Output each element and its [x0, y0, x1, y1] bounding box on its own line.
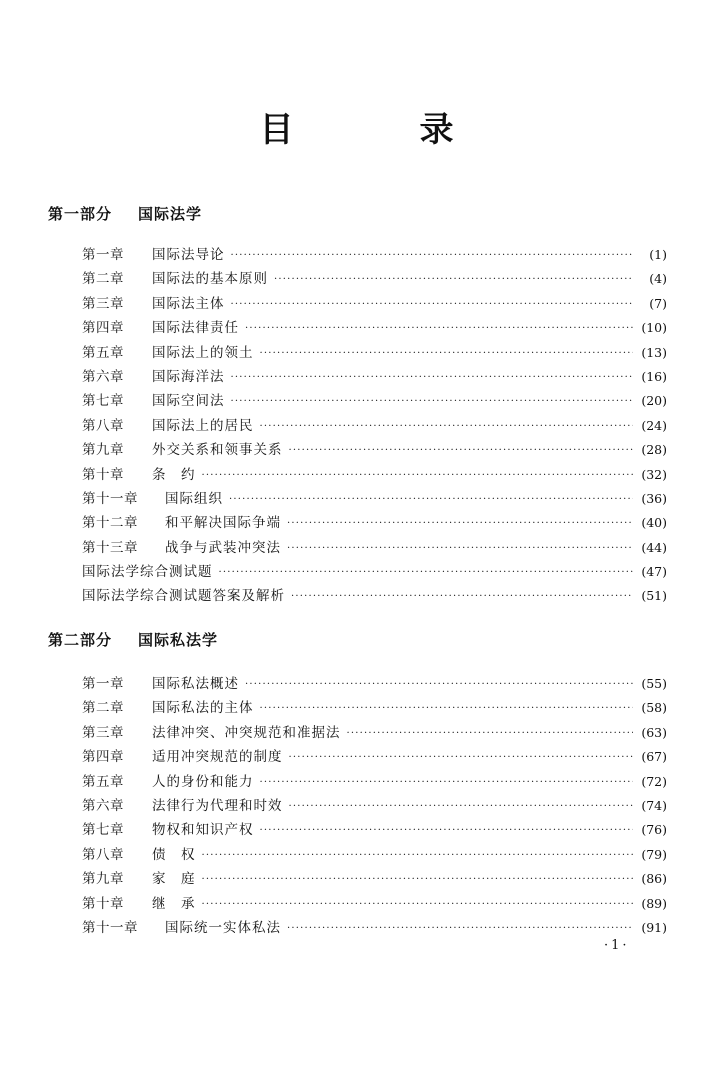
dot-leader — [274, 268, 633, 292]
page-number: ·1· — [604, 938, 630, 953]
toc-entry[interactable] — [82, 818, 667, 842]
chapter-number: 第十一章 — [82, 490, 138, 507]
page-ref: (28) — [641, 442, 667, 458]
part-heading-2 — [48, 629, 218, 650]
toc-list-part1 — [82, 243, 667, 609]
chapter-title: 国际海洋法 — [152, 368, 225, 385]
chapter-title: 国际法学综合测试题答案及解析 — [82, 588, 285, 605]
page-ref: (55) — [641, 676, 667, 691]
dot-leader — [231, 366, 634, 390]
chapter-title: 国际组织 — [165, 490, 223, 507]
dot-leader — [260, 342, 634, 366]
toc-entry[interactable] — [82, 867, 667, 891]
chapter-number: 第十章 — [82, 466, 124, 483]
dot-leader — [347, 722, 634, 746]
dot-leader — [202, 868, 634, 892]
chapter-title: 和平解决国际争端 — [165, 515, 281, 532]
chapter-number: 第六章 — [82, 368, 124, 385]
page-ref: (44) — [641, 539, 667, 555]
page-ref: (24) — [641, 417, 667, 433]
dot-leader — [202, 844, 634, 868]
chapter-title: 适用冲突规范的制度 — [152, 749, 283, 766]
chapter-number: 第六章 — [82, 797, 124, 814]
chapter-title: 国际法上的居民 — [152, 417, 254, 434]
chapter-number: 第九章 — [82, 871, 124, 888]
toc-entry[interactable] — [82, 892, 667, 916]
chapter-title: 国际法上的领土 — [152, 344, 254, 361]
toc-entry[interactable] — [82, 536, 667, 560]
chapter-number: 第八章 — [82, 846, 124, 863]
dot-leader — [287, 917, 633, 941]
toc-entry[interactable] — [82, 267, 667, 291]
toc-entry[interactable] — [82, 316, 667, 340]
page-ref: (7) — [649, 295, 667, 311]
page-ref: (47) — [641, 564, 667, 580]
toc-entry[interactable] — [82, 365, 667, 389]
page-ref: (40) — [641, 515, 667, 531]
page-ref: (63) — [641, 724, 667, 740]
dot-leader — [245, 317, 633, 341]
chapter-number: 第七章 — [82, 393, 124, 410]
part-name: 国际法学 — [138, 205, 203, 223]
toc-entry[interactable] — [82, 511, 667, 535]
toc-entry[interactable] — [82, 292, 667, 316]
page-ref: (20) — [641, 393, 667, 409]
page-ref: (58) — [641, 700, 667, 716]
chapter-number: 第二章 — [82, 700, 124, 717]
page-ref: (10) — [641, 320, 667, 336]
chapter-title: 继 承 — [152, 895, 196, 912]
toc-entry[interactable] — [82, 463, 667, 487]
toc-entry[interactable] — [82, 438, 667, 462]
dot-leader — [231, 244, 634, 268]
page-ref: (74) — [641, 797, 667, 813]
toc-entry[interactable] — [82, 487, 667, 511]
page-ref: (67) — [641, 749, 667, 765]
dot-leader — [231, 390, 634, 414]
part-label: 第一部分 — [48, 205, 113, 223]
dot-leader — [202, 464, 634, 488]
toc-list-part2 — [82, 672, 667, 940]
dot-leader — [287, 512, 633, 536]
chapter-number: 第三章 — [82, 295, 124, 312]
toc-entry[interactable] — [82, 341, 667, 365]
chapter-title: 国际法学综合测试题 — [82, 564, 213, 581]
toc-entry[interactable] — [82, 721, 667, 745]
toc-entry[interactable] — [82, 584, 667, 608]
chapter-number: 第十三章 — [82, 539, 138, 556]
toc-entry[interactable] — [82, 696, 667, 720]
page-ref: (13) — [641, 344, 667, 360]
chapter-title: 条 约 — [152, 466, 196, 483]
dot-leader — [260, 819, 634, 843]
chapter-number: 第七章 — [82, 822, 124, 839]
chapter-title: 国际法律责任 — [152, 320, 239, 337]
chapter-number: 第四章 — [82, 749, 124, 766]
chapter-title: 法律行为代理和时效 — [152, 797, 283, 814]
dot-leader — [245, 673, 633, 697]
chapter-number: 第十二章 — [82, 515, 138, 532]
chapter-number: 第四章 — [82, 320, 124, 337]
chapter-number: 第十一章 — [82, 919, 138, 936]
chapter-title: 战争与武装冲突法 — [165, 539, 281, 556]
part-name: 国际私法学 — [138, 631, 219, 649]
chapter-number: 第八章 — [82, 417, 124, 434]
toc-entry[interactable] — [82, 916, 667, 940]
page-ref: (51) — [641, 588, 667, 604]
chapter-title: 国际法导论 — [152, 247, 225, 263]
part-label: 第二部分 — [48, 631, 113, 649]
chapter-number: 第一章 — [82, 247, 124, 263]
chapter-title: 国际私法的主体 — [152, 700, 254, 717]
chapter-title: 人的身份和能力 — [152, 773, 254, 790]
dot-leader — [229, 488, 633, 512]
dot-leader — [202, 893, 634, 917]
page-ref: (86) — [641, 871, 667, 887]
chapter-number: 第三章 — [82, 724, 124, 741]
dot-leader — [231, 293, 634, 317]
chapter-title: 法律冲突、冲突规范和准据法 — [152, 724, 341, 741]
chapter-title: 国际法主体 — [152, 295, 225, 312]
dot-leader — [291, 585, 633, 609]
toc-entry[interactable] — [82, 414, 667, 438]
chapter-title: 债 权 — [152, 846, 196, 863]
page-ref: (36) — [641, 490, 667, 506]
page-ref: (1) — [649, 247, 667, 262]
toc-entry[interactable] — [82, 794, 667, 818]
toc-entry[interactable] — [82, 389, 667, 413]
chapter-title: 国际空间法 — [152, 393, 225, 410]
toc-entry[interactable] — [82, 843, 667, 867]
page-ref: (72) — [641, 773, 667, 789]
dot-leader — [260, 415, 634, 439]
chapter-title: 外交关系和领事关系 — [152, 442, 283, 459]
chapter-title: 国际私法概述 — [152, 676, 239, 692]
page-title: 目 录 — [259, 110, 500, 150]
chapter-number: 第五章 — [82, 773, 124, 790]
page-ref: (16) — [641, 368, 667, 384]
toc-entry[interactable] — [82, 770, 667, 794]
dot-leader — [260, 697, 634, 721]
page-ref: (32) — [641, 466, 667, 482]
toc-entry[interactable] — [82, 672, 667, 696]
dot-leader — [289, 795, 634, 819]
part-heading-1 — [48, 203, 202, 224]
dot-leader — [260, 771, 634, 795]
page-ref: (91) — [641, 919, 667, 935]
dot-leader — [289, 439, 634, 463]
chapter-number: 第五章 — [82, 344, 124, 361]
chapter-number: 第九章 — [82, 442, 124, 459]
page-ref: (89) — [641, 895, 667, 911]
toc-entry[interactable] — [82, 745, 667, 769]
chapter-number: 第十章 — [82, 895, 124, 912]
toc-entry[interactable] — [82, 243, 667, 267]
page-ref: (76) — [641, 822, 667, 838]
dot-leader — [219, 561, 634, 585]
toc-entry[interactable] — [82, 560, 667, 584]
page-ref: (4) — [649, 271, 667, 287]
dot-leader — [289, 746, 634, 770]
chapter-number: 第二章 — [82, 271, 124, 288]
chapter-number: 第一章 — [82, 676, 124, 692]
dot-leader — [287, 537, 633, 561]
page-ref: (79) — [641, 846, 667, 862]
chapter-title: 国际法的基本原则 — [152, 271, 268, 288]
chapter-title: 物权和知识产权 — [152, 822, 254, 839]
chapter-title: 家 庭 — [152, 871, 196, 888]
chapter-title: 国际统一实体私法 — [165, 919, 281, 936]
